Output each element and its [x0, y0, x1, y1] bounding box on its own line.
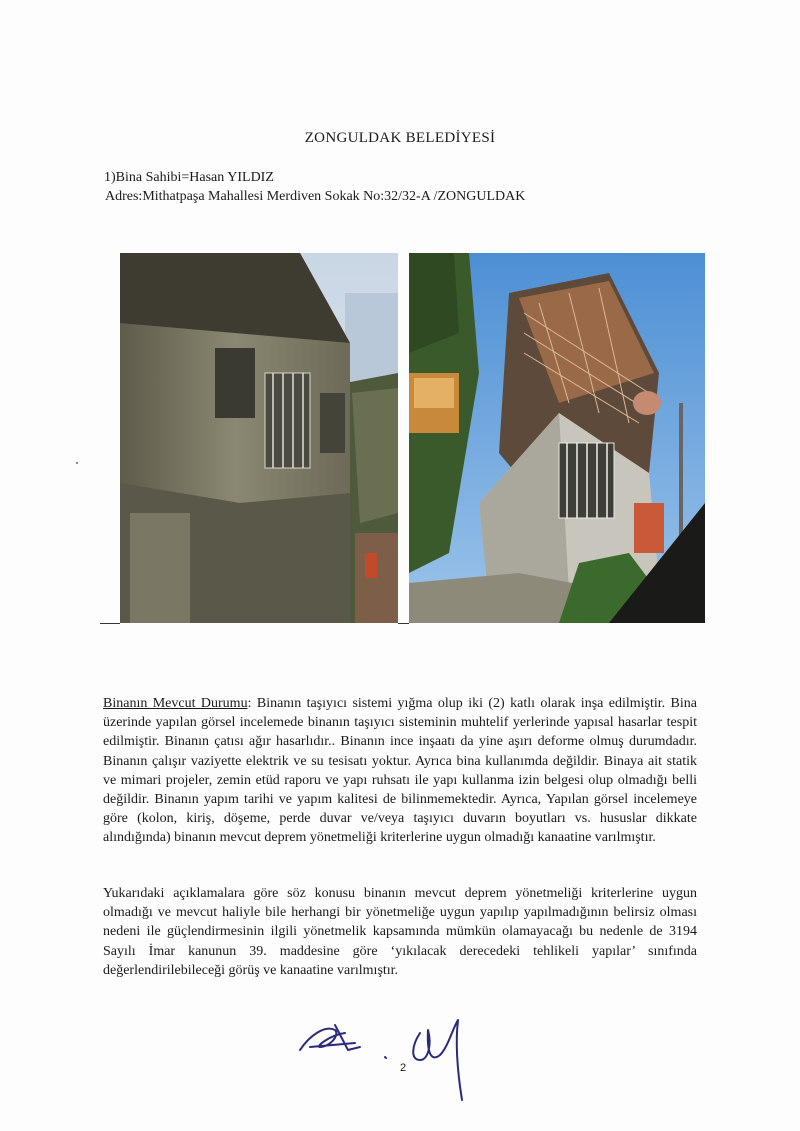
address-line: Adres:Mithatpaşa Mahallesi Merdiven Sokak No:32/32-A /ZONGULDAK [105, 189, 526, 204]
current-status-heading: Binanın Mevcut Durumu [103, 696, 248, 711]
photo-row [100, 253, 706, 625]
document-title: ZONGULDAK BELEDİYESİ [304, 130, 496, 146]
owner-line: 1)Bina Sahibi=Hasan YILDIZ [104, 170, 274, 185]
building-photo-1 [120, 253, 398, 623]
signature-image [290, 1005, 490, 1105]
building-photo-2-image [409, 253, 705, 623]
page-number: 2 [400, 1062, 407, 1074]
building-photo-2 [409, 253, 705, 623]
photo-line-left [100, 623, 120, 624]
scan-speck [76, 462, 78, 464]
current-status-text: : Binanın taşıyıcı sistemi yığma olup iki (2) katlı olarak inşa edilmiştir. Bina üzerinde yapılan görsel incelemede binanın taşıyıcı sisteminin muhtelif yerlerinde yapısal hasarlar tespit edilmiştir. Binanın çatısı ağır hasarlıdır.. Binanın ince inşaatı da yine aşırı deforme olmuş durumdadır. Binanın çalışır vaziyette elektrik ve su tesisatı yoktur. Ayrıca bina kullanımda değildir. Binaya ait statik ve mimari projeler, zemin etüd raporu ve yapı ruhsatı ile yapı kullanma izin belgesi olup olmadığı belli değildir. Binanın yapım tarihi ve yapım kalitesi de bilinmemektedir. Ayrıca, Yapılan görsel incelemeye göre (kolon, kiriş, döşeme, perde duvar ve/veya taşıyıcı duvarın boyutları vs. hususlar dikkate alındığında) binanın mevcut deprem yönetmeliği kriterlerine uygun olmadığı kanaatine varılmıştır. [103, 696, 697, 846]
current-status-paragraph [103, 694, 697, 848]
signature [290, 1005, 490, 1105]
building-photo-1-image [120, 253, 398, 623]
conclusion-paragraph: Yukarıdaki açıklamalara göre söz konusu binanın mevcut deprem yönetmeliği kriterlerine uygun olmadığı ve mevcut haliyle bile herhangi bir yönetmeliğe uygun yapılıp yapılmadığının belirsiz olması nedeni ile güçlendirmesinin ilgili yönetmelik kapsamında mümkün olamayacağı bu nedenle de 3194 Sayılı İmar kanunun 39. maddesine göre ‘yıkılacak derecedeki tehlikeli yapılar’ sınıfında değerlendirilebileceği görüş ve kanaatine varılmıştır. [103, 886, 697, 978]
photo-line-middle [398, 623, 409, 624]
owner-info [104, 168, 525, 206]
